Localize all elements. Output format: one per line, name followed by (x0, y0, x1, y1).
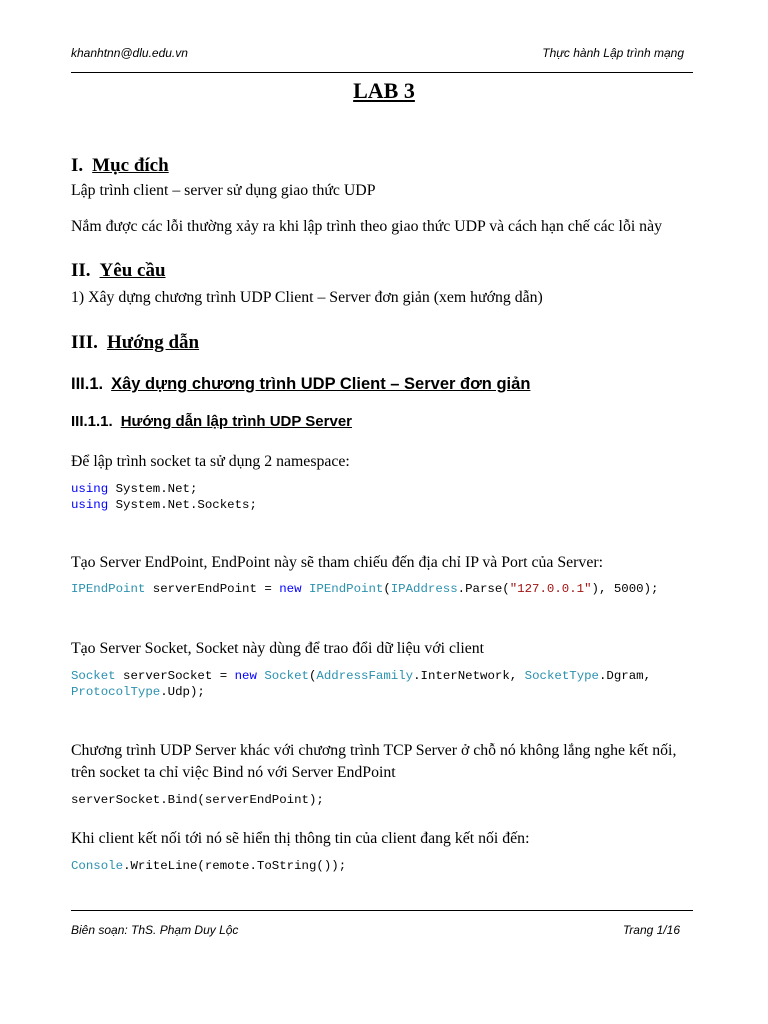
paragraph: Nắm được các lỗi thường xảy ra khi lập trình theo giao thức UDP và cách hạn chế các lỗi này (71, 218, 662, 235)
code-type: IPAddress (390, 582, 458, 596)
subsection-heading (71, 375, 530, 394)
paragraph: Để lập trình socket ta sử dụng 2 namespace: (71, 453, 350, 470)
section-heading-1 (71, 155, 169, 177)
paragraph: Tạo Server EndPoint, EndPoint này sẽ tham chiếu đến địa chỉ IP và Port của Server: (71, 554, 603, 571)
section-title: Hướng dẫn (106, 332, 200, 353)
code-text: .Parse( (457, 582, 510, 596)
code-keyword: using (71, 498, 109, 512)
paragraph: Chương trình UDP Server khác với chương trình TCP Server ở chỗ nó không lắng nghe kết nối, trên socket ta chỉ việc Bind nó với Server EndPoint (71, 742, 677, 781)
code-text: ), 5000); (591, 582, 659, 596)
code-keyword: using (71, 482, 109, 496)
code-type: Console (71, 859, 124, 873)
footer-rule (71, 910, 693, 911)
document-title: LAB 3 (353, 78, 415, 103)
code-text: .Dgram, (599, 669, 652, 683)
subsection-number: III.1. (71, 375, 104, 393)
code-type: IPEndPoint (71, 582, 146, 596)
code-text: System.Net; (108, 482, 198, 496)
paragraph: Khi client kết nối tới nó sẽ hiển thị thông tin của client đang kết nối đến: (71, 830, 530, 847)
code-type: IPEndPoint (308, 582, 384, 596)
code-type: Socket (71, 669, 116, 683)
subsection-title: Xây dựng chương trình UDP Client – Server đơn giản (111, 375, 531, 393)
section-number: I. (71, 155, 84, 176)
code-text: ( (383, 582, 391, 596)
section-heading-3 (71, 332, 199, 354)
code-block-console (71, 858, 346, 874)
code-block-socket (71, 668, 651, 700)
subsubsection-number: III.1.1. (71, 413, 113, 430)
subsubsection-heading (71, 413, 352, 430)
code-keyword: new (279, 582, 302, 596)
code-type: SocketType (524, 669, 599, 683)
code-block-using (71, 481, 257, 513)
header-rule (71, 72, 693, 73)
code-keyword: new (234, 669, 257, 683)
code-text: serverEndPoint = (145, 582, 280, 596)
header-course-title: Thực hành Lập trình mạng (542, 46, 684, 60)
code-text: serverSocket = (115, 669, 235, 683)
code-string: "127.0.0.1" (509, 582, 592, 596)
section-heading-2 (71, 260, 166, 282)
section-title: Mục đích (92, 155, 169, 176)
section-number: III. (71, 332, 98, 353)
code-block-bind (71, 792, 324, 808)
code-type: Socket (264, 669, 309, 683)
footer-page-number: Trang 1/16 (622, 923, 680, 937)
code-text: .InterNetwork, (413, 669, 525, 683)
code-block-endpoint (71, 581, 658, 597)
code-type: ProtocolType (71, 685, 161, 699)
header-email: khanhtnn@dlu.edu.vn (71, 46, 188, 60)
section-number: II. (71, 260, 91, 281)
code-text: ( (308, 669, 317, 683)
code-text: .WriteLine(remote.ToString()); (123, 859, 347, 873)
code-text: serverSocket.Bind(serverEndPoint); (71, 793, 324, 807)
paragraph: 1) Xây dựng chương trình UDP Client – Server đơn giản (xem hướng dẫn) (71, 289, 543, 306)
code-text: System.Net.Sockets; (108, 498, 257, 512)
section-title: Yêu cầu (99, 260, 166, 281)
footer-author: Biên soạn: ThS. Phạm Duy Lộc (71, 923, 239, 937)
code-text: .Udp); (160, 685, 205, 699)
paragraph: Tạo Server Socket, Socket này dùng để trao đổi dữ liệu với client (71, 640, 485, 657)
subsubsection-title: Hướng dẫn lập trình UDP Server (120, 413, 352, 430)
code-type: AddressFamily (316, 669, 414, 683)
paragraph: Lập trình client – server sử dụng giao thức UDP (71, 182, 376, 199)
